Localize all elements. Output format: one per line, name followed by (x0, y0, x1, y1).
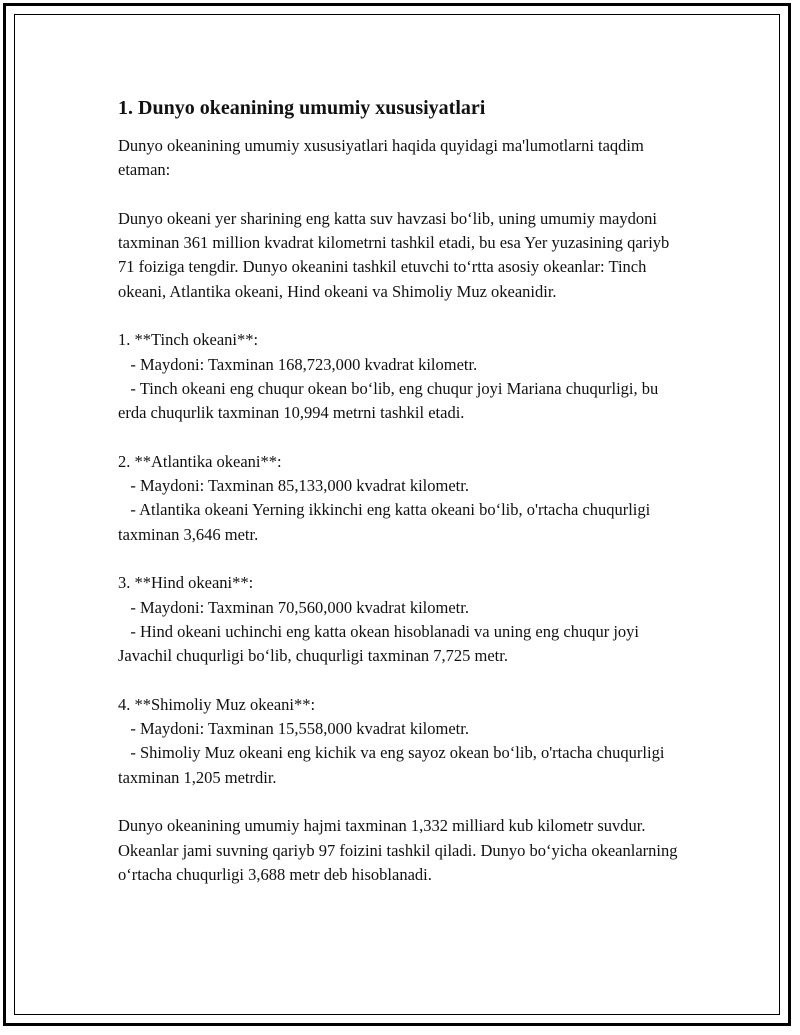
ocean-area: - Maydoni: Taxminan 85,133,000 kvadrat kilometr. (118, 476, 469, 496)
spacer (118, 669, 688, 693)
ocean-area: - Maydoni: Taxminan 70,560,000 kvadrat kilometr. (118, 597, 469, 617)
intro-paragraph: Dunyo okeanining umumiy xususiyatlari haqida quyidagi ma'lumotlarni taqdim etaman: (118, 136, 648, 180)
ocean-item-atlantic (118, 450, 688, 547)
ocean-heading: 3. **Hind okeani**: (118, 573, 254, 593)
ocean-item-arctic (118, 693, 688, 790)
spacer (118, 790, 688, 814)
ocean-detail: - Shimoliy Muz okeani eng kichik va eng sayoz okean bo‘lib, o'rtacha chuqurligi taxminan 1,205 metrdir. (118, 743, 669, 787)
spacer (118, 183, 688, 207)
ocean-item-pacific (118, 328, 688, 425)
ocean-area: - Maydoni: Taxminan 15,558,000 kvadrat kilometr. (118, 719, 469, 739)
spacer (118, 304, 688, 328)
ocean-detail: - Hind okeani uchinchi eng katta okean hisoblanadi va uning eng chuqur joyi Javachil chuqurligi bo‘lib, chuqurligi taxminan 7,725 metr. (118, 621, 644, 666)
conclusion-paragraph: Dunyo okeanining umumiy hajmi taxminan 1,332 milliard kub kilometr suvdur. Okeanlar jami suvning qariyb 97 foizini tashkil qiladi. Dunyo bo‘yicha okeanlarning o‘rtacha chuqurligi 3,688 metr deb hisoblanadi. (118, 816, 682, 884)
ocean-detail: - Atlantika okeani Yerning ikkinchi eng katta okeani bo‘lib, o'rtacha chuqurligi taxminan 3,646 metr. (118, 500, 655, 544)
ocean-heading: 2. **Atlantika okeani**: (118, 451, 282, 471)
spacer (118, 426, 688, 450)
overview-paragraph: Dunyo okeani yer sharining eng katta suv havzasi bo‘lib, uning umumiy maydoni taxminan 361 million kvadrat kilometrni tashkil etadi, bu esa Yer yuzasining qariyb 71 foiziga tengdir. Dunyo okeanini tashkil etuvchi to‘rtta asosiy okeanlar: Tinch okeani, Atlantika okeani, Hind okeani va Shimoliy Muz okeanidir. (118, 208, 674, 301)
ocean-area: - Maydoni: Taxminan 168,723,000 kvadrat kilometr. (118, 354, 478, 374)
ocean-item-indian (118, 571, 688, 668)
ocean-detail: - Tinch okeani eng chuqur okean bo‘lib, eng chuqur joyi Mariana chuqurligi, bu erda chuqurlik taxminan 10,994 metrni tashkil etadi. (118, 378, 663, 423)
ocean-heading: 4. **Shimoliy Muz okeani**: (118, 694, 316, 714)
spacer (118, 547, 688, 571)
ocean-heading: 1. **Tinch okeani**: (118, 330, 259, 350)
document-title: 1. Dunyo okeanining umumiy xususiyatlari (118, 97, 486, 119)
document-body (118, 94, 688, 887)
